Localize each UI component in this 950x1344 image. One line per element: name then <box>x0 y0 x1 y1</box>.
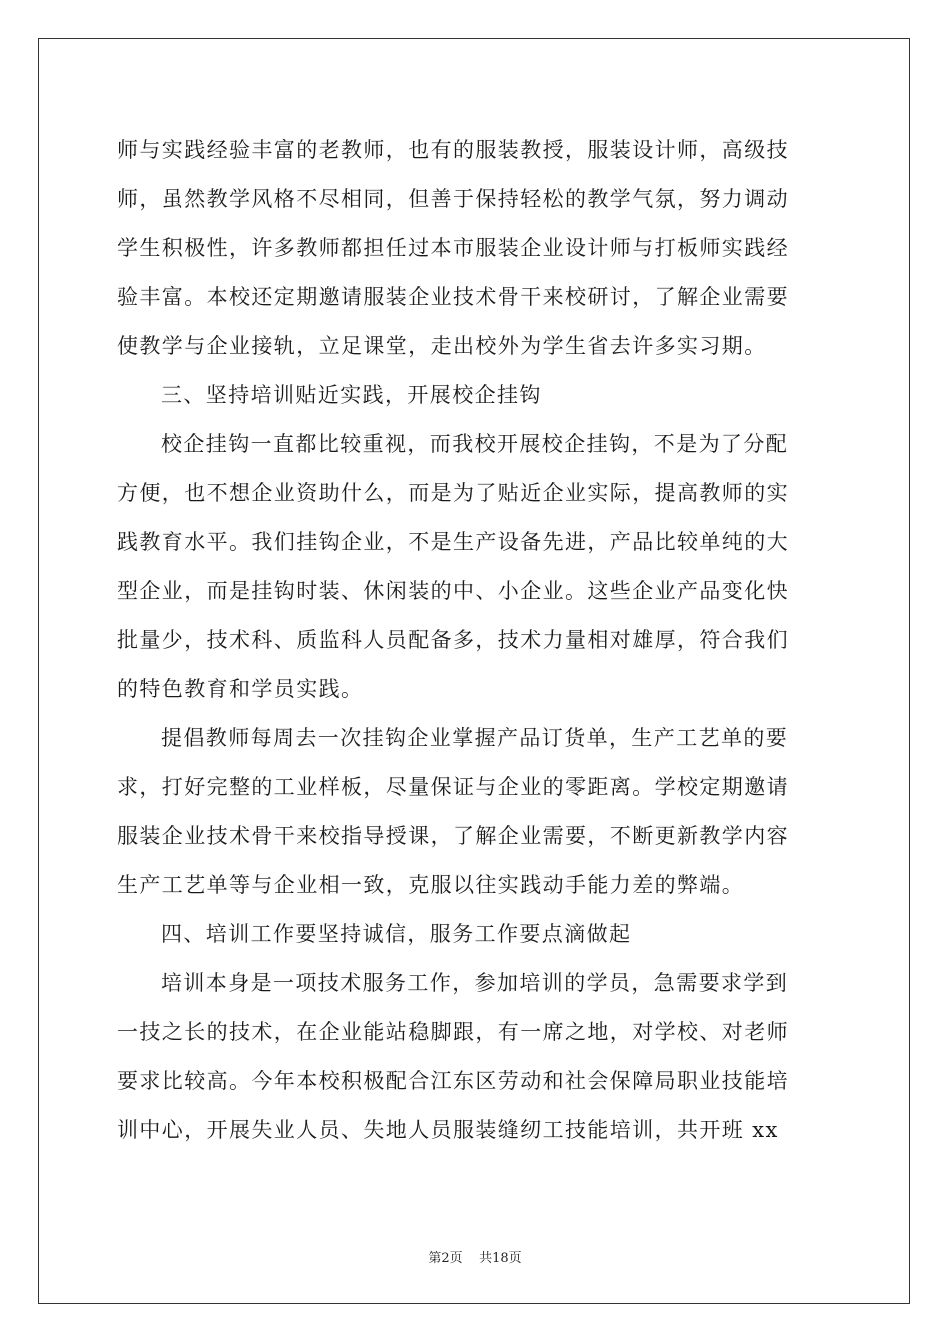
text-line: 的特色教育和学员实践。 <box>117 677 364 701</box>
page-number-footer: 第2页 共18页 <box>428 1251 522 1266</box>
text-line: 使教学与企业接轨，立足课堂，走出校外为学生省去许多实习期。 <box>117 334 767 358</box>
text-line: 一技之长的技术，在企业能站稳脚跟，有一席之地，对学校、对老师 <box>117 1020 789 1044</box>
text-line: 要求比较高。今年本校积极配合江东区劳动和社会保障局职业技能培 <box>117 1069 789 1093</box>
text-line: 提倡教师每周去一次挂钩企业掌握产品订货单，生产工艺单的要 <box>161 726 789 750</box>
section-heading: 四、培训工作要坚持诚信，服务工作要点滴做起 <box>161 922 632 946</box>
section-heading: 三、坚持培训贴近实践，开展校企挂钩 <box>161 383 542 407</box>
text-line: 师，虽然教学风格不尽相同，但善于保持轻松的教学气氛，努力调动 <box>117 187 789 211</box>
text-line: 验丰富。本校还定期邀请服装企业技术骨干来校研讨，了解企业需要 <box>117 285 789 309</box>
text-line: 批量少，技术科、质监科人员配备多，技术力量相对雄厚，符合我们 <box>117 628 789 652</box>
text-line: 型企业，而是挂钩时装、休闲装的中、小企业。这些企业产品变化快 <box>117 579 789 603</box>
text-line: 校企挂钩一直都比较重视，而我校开展校企挂钩，不是为了分配 <box>161 432 789 456</box>
text-line: 生产工艺单等与企业相一致，克服以往实践动手能力差的弊端。 <box>117 873 745 897</box>
text-line: 训中心，开展失业人员、失地人员服装缝纫工技能培训，共开班 xx <box>117 1118 779 1142</box>
document-body <box>117 126 837 1155</box>
text-line: 学生积极性，许多教师都担任过本市服装企业设计师与打板师实践经 <box>117 236 789 260</box>
text-line: 服装企业技术骨干来校指导授课，了解企业需要，不断更新教学内容 <box>117 824 789 848</box>
text-line: 方便，也不想企业资助什么，而是为了贴近企业实际，提高教师的实 <box>117 481 789 505</box>
text-line: 求，打好完整的工业样板，尽量保证与企业的零距离。学校定期邀请 <box>117 775 789 799</box>
text-line: 践教育水平。我们挂钩企业，不是生产设备先进，产品比较单纯的大 <box>117 530 789 554</box>
text-line: 培训本身是一项技术服务工作，参加培训的学员，急需要求学到 <box>161 971 789 995</box>
text-line: 师与实践经验丰富的老教师，也有的服装教授，服装设计师，高级技 <box>117 138 789 162</box>
